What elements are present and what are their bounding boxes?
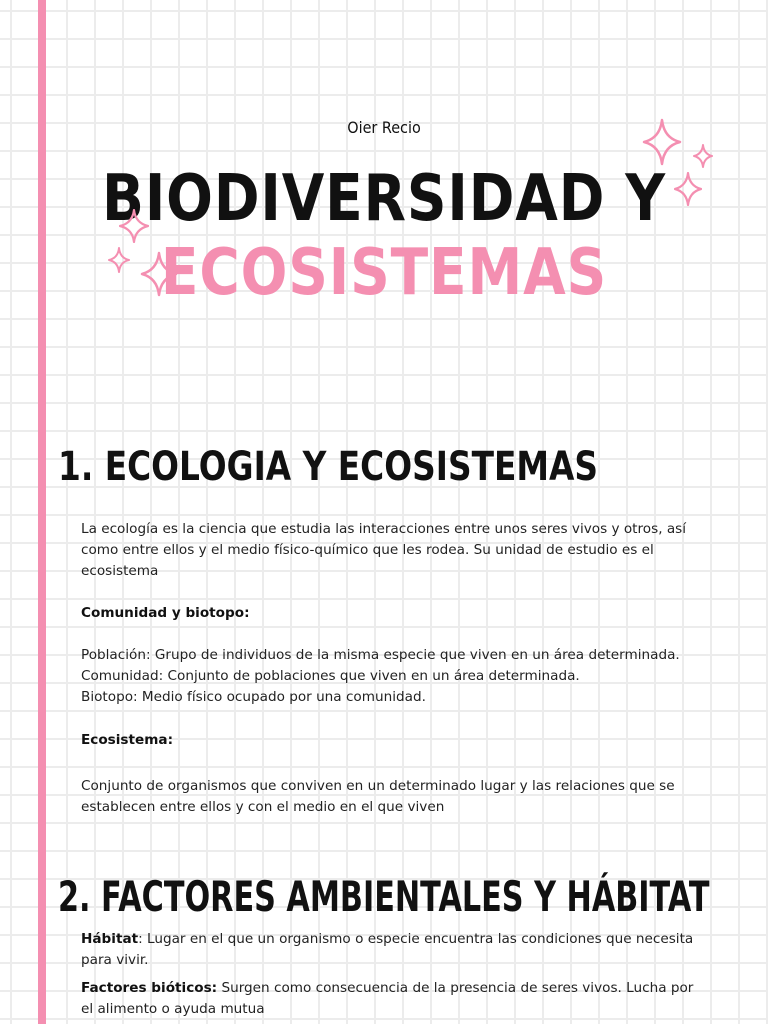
definition-ecosistema: Conjunto de organismos que conviven en un determinado lugar y las relaciones que se establecen entre ellos y con el medio en el que viven — [81, 778, 675, 815]
subheading-ecosistema: Ecosistema: — [81, 732, 174, 748]
subheading-comunidad-biotopo: Comunidad y biotopo: — [81, 605, 250, 621]
sparkle-icon — [108, 247, 130, 273]
sparkle-icon — [119, 209, 149, 243]
section-1-intro: La ecología es la ciencia que estudia las interacciones entre unos seres vivos y otros, así como entre ellos y el medio físico-químico que les rodea. Su unidad de estudio es el ecosistema — [81, 521, 687, 579]
section-1-heading: 1. ECOLOGIA Y ECOSISTEMAS — [58, 444, 599, 490]
habitat-text: : Lugar en el que un organismo o especie encuentra las condiciones que necesita para vivir. — [81, 931, 694, 968]
sparkle-icon — [674, 172, 702, 206]
sparkle-icon — [642, 118, 682, 166]
author-name: Oier Recio — [347, 118, 421, 137]
sparkle-icon — [693, 144, 713, 168]
notebook-margin-line — [38, 0, 46, 1024]
definition-factores-bioticos — [81, 978, 701, 1020]
bioticos-text: Surgen como consecuencia de la presencia de seres vivos. Lucha por el alimento o ayuda mutua — [81, 980, 694, 1017]
habitat-label: Hábitat — [81, 931, 139, 947]
sparkle-icon — [140, 251, 178, 297]
definition-biotopo: Biotopo: Medio físico ocupado por una comunidad. — [81, 689, 426, 705]
title-line-2: ECOSISTEMAS — [160, 236, 608, 310]
section-2-heading: 2. FACTORES AMBIENTALES Y HÁBITAT — [58, 872, 710, 921]
definition-comunidad: Comunidad: Conjunto de poblaciones que viven en un área determinada. — [81, 668, 580, 684]
bioticos-label: Factores bióticos: — [81, 980, 218, 996]
title-line-1: BIODIVERSIDAD Y — [102, 162, 666, 236]
definition-poblacion: Población: Grupo de individuos de la misma especie que viven en un área determinada. — [81, 647, 680, 663]
definition-habitat — [81, 929, 701, 971]
